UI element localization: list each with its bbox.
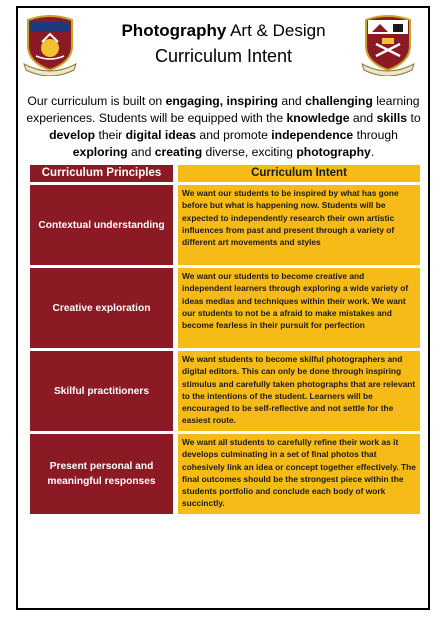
principle-cell: Contextual understanding xyxy=(30,185,173,265)
intro-text: and promote xyxy=(196,128,272,142)
intro-keyword: knowledge xyxy=(286,111,350,125)
intro-keyword: engaging, inspiring xyxy=(165,94,278,108)
column-header-principles: Curriculum Principles xyxy=(30,165,173,182)
intro-keyword: challenging xyxy=(305,94,373,108)
intro-text: and xyxy=(277,94,306,108)
school-crest-logo xyxy=(360,12,416,76)
page-title xyxy=(90,20,357,68)
principle-cell: Present personal and meaningful responses xyxy=(30,434,173,514)
intro-text: . xyxy=(370,145,375,159)
intro-text: learning experiences. Students will be equipped with the xyxy=(26,94,420,125)
intro-text: through xyxy=(353,128,398,142)
principle-cell: Creative exploration xyxy=(30,268,173,348)
intent-cell: We want our students to become creative and independent learners through exploring a wide variety of ideas medias and techniques within their work. We want our students to not be a afraid to make mistakes and become fearless in their pursuit for perfection xyxy=(178,268,420,348)
intro-keyword: develop xyxy=(49,128,96,142)
title-department: Art & Design xyxy=(226,21,326,40)
intro-text: Our curriculum is built on xyxy=(27,94,166,108)
intro-keyword: creating xyxy=(154,145,203,159)
intro-text: to xyxy=(407,111,421,125)
intro-keyword: skills xyxy=(376,111,408,125)
intent-cell: We want students to become skilful photographers and digital editors. This can only be done through inspiring stimulus and carefully taken photographs that are relevant to the intentions of the student. Learners will be encouraged to be self-reflective and not settle for the easiest route. xyxy=(178,351,420,431)
column-header-intent: Curriculum Intent xyxy=(178,165,420,182)
intro-text: and xyxy=(127,145,155,159)
intro-keyword: digital ideas xyxy=(125,128,197,142)
intent-cell: We want all students to carefully refine their work as it develops culminating in a set of final photos that cohesively link an idea or concept together effectively. The final outcomes should be the strongest piece within the students portfolio and conclude each body of work succinctly. xyxy=(178,434,420,514)
intro-text: their xyxy=(95,128,126,142)
school-crest-logo xyxy=(22,12,78,76)
intro-keyword: independence xyxy=(271,128,354,142)
intent-cell: We want our students to be inspired by what has gone before but what is happening now. Students will be expected to independently research their own artistic influences from past and present through a variety of different art movements and styles xyxy=(178,185,420,265)
intro-keyword: exploring xyxy=(72,145,128,159)
title-subject: Photography xyxy=(121,21,227,40)
principle-cell: Skilful practitioners xyxy=(30,351,173,431)
intro-text: and xyxy=(349,111,377,125)
page-subtitle: Curriculum Intent xyxy=(154,46,293,66)
intro-text: diverse, exciting xyxy=(202,145,297,159)
intro-paragraph xyxy=(22,93,425,161)
intro-keyword: photography xyxy=(296,145,371,159)
